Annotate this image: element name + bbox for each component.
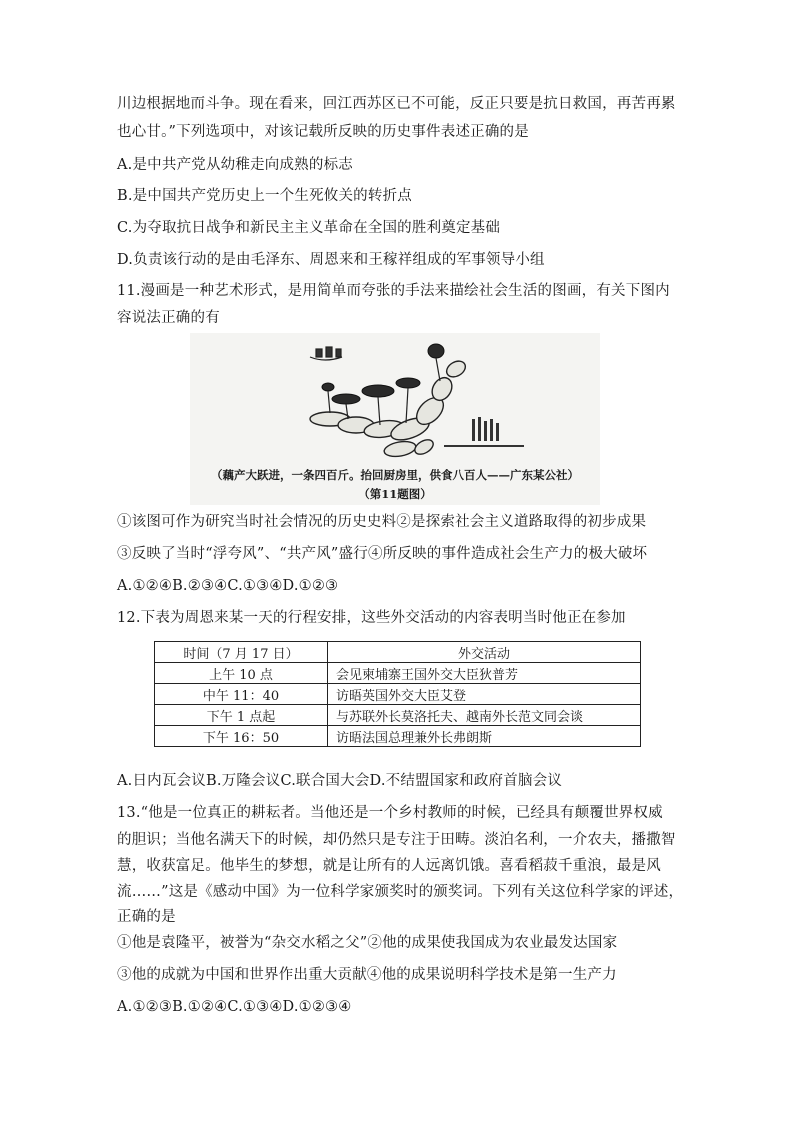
table-cell-time: 下午 1 点起 xyxy=(155,705,328,726)
table-cell-activity: 与苏联外长莫洛托夫、越南外长范文同会谈 xyxy=(328,705,641,726)
table-header-time: 时间（7 月 17 日） xyxy=(155,642,328,663)
q13-answer-choices: A.①②③B.①②④C.①③④D.①②③④ xyxy=(117,999,352,1015)
q11-figure-label: （第11题图） xyxy=(358,487,432,501)
table-row xyxy=(155,663,641,684)
q11-statements-line-1: ①该图可作为研究当时社会情况的历史史料②是探索社会主义道路取得的初步成果 xyxy=(117,514,647,530)
q13-stem-line-1: 13.“他是一位真正的耕耘者。当他还是一个乡村教师的时候，已经具有颠覆世界权威 xyxy=(117,805,663,821)
table-cell-time: 下午 16：50 xyxy=(155,726,328,747)
table-cell-time: 中午 11：40 xyxy=(155,684,328,705)
q10-option-a: A.是中共产党从幼稚走向成熟的标志 xyxy=(117,157,353,173)
q11-stem-line-2: 容说法正确的有 xyxy=(117,310,220,326)
q11-statements-line-2: ③反映了当时“浮夸风”、“共产风”盛行④所反映的事件造成社会生产力的极大破坏 xyxy=(117,546,648,562)
q10-stem-line-1: 川边根据地而斗争。现在看来，回江西苏区已不可能，反正只要是抗日救国，再苦再累 xyxy=(117,96,676,112)
q13-stem-line-2: 的胆识；当他名满天下的时候，却仍然只是专注于田畴。淡泊名利，一介农夫，播撒智 xyxy=(117,832,676,848)
q10-option-b: B.是中国共产党历史上一个生死攸关的转折点 xyxy=(117,188,412,204)
table-cell-activity: 访晤法国总理兼外长弗朗斯 xyxy=(328,726,641,747)
q11-answer-choices: A.①②④B.②③④C.①③④D.①②③ xyxy=(117,578,339,594)
q11-cartoon-figure xyxy=(190,333,600,505)
q10-stem-line-2: 也心甘。”下列选项中，对该记载所反映的历史事件表述正确的是 xyxy=(117,124,529,140)
q13-statements-line-1: ①他是袁隆平，被誉为“杂交水稻之父”②他的成果使我国成为农业最发达国家 xyxy=(117,935,618,951)
q11-stem-line-1: 11.漫画是一种艺术形式，是用简单而夸张的手法来描绘社会生活的图画，有关下图内 xyxy=(117,283,670,299)
table-row xyxy=(155,684,641,705)
table-cell-activity: 会见柬埔寨王国外交大臣狄普芳 xyxy=(328,663,641,684)
q12-stem: 12.下表为周恩来某一天的行程安排，这些外交活动的内容表明当时他正在参加 xyxy=(117,610,626,626)
q10-option-c: C.为夺取抗日战争和新民主主义革命在全国的胜利奠定基础 xyxy=(117,220,501,236)
table-cell-activity: 访晤英国外交大臣艾登 xyxy=(328,684,641,705)
q13-stem-line-3: 慧，收获富足。他毕生的梦想，就是让所有的人远离饥饿。喜看稻菽千重浪，最是风 xyxy=(117,858,661,874)
q10-option-d: D.负责该行动的是由毛泽东、周恩来和王稼祥组成的军事领导小组 xyxy=(117,252,545,268)
q13-stem-line-4: 流……”这是《感动中国》为一位科学家颁奖时的颁奖词。下列有关这位科学家的评述， xyxy=(117,884,684,900)
q13-statements-line-2: ③他的成就为中国和世界作出重大贡献④他的成果说明科学技术是第一生产力 xyxy=(117,967,617,983)
q12-answer-choices: A.日内瓦会议B.万隆会议C.联合国大会D.不结盟国家和政府首脑会议 xyxy=(117,773,563,789)
q13-stem-line-5: 正确的是 xyxy=(117,909,176,925)
table-row xyxy=(155,726,641,747)
table-header-row xyxy=(155,642,641,663)
q12-schedule-table xyxy=(154,641,641,747)
q11-figure-caption: （藕产大跃进，一条四百斤。抬回厨房里，供食八百人——广东某公社） xyxy=(211,468,579,482)
table-cell-time: 上午 10 点 xyxy=(155,663,328,684)
table-row xyxy=(155,705,641,726)
table-header-activity: 外交活动 xyxy=(328,642,641,663)
